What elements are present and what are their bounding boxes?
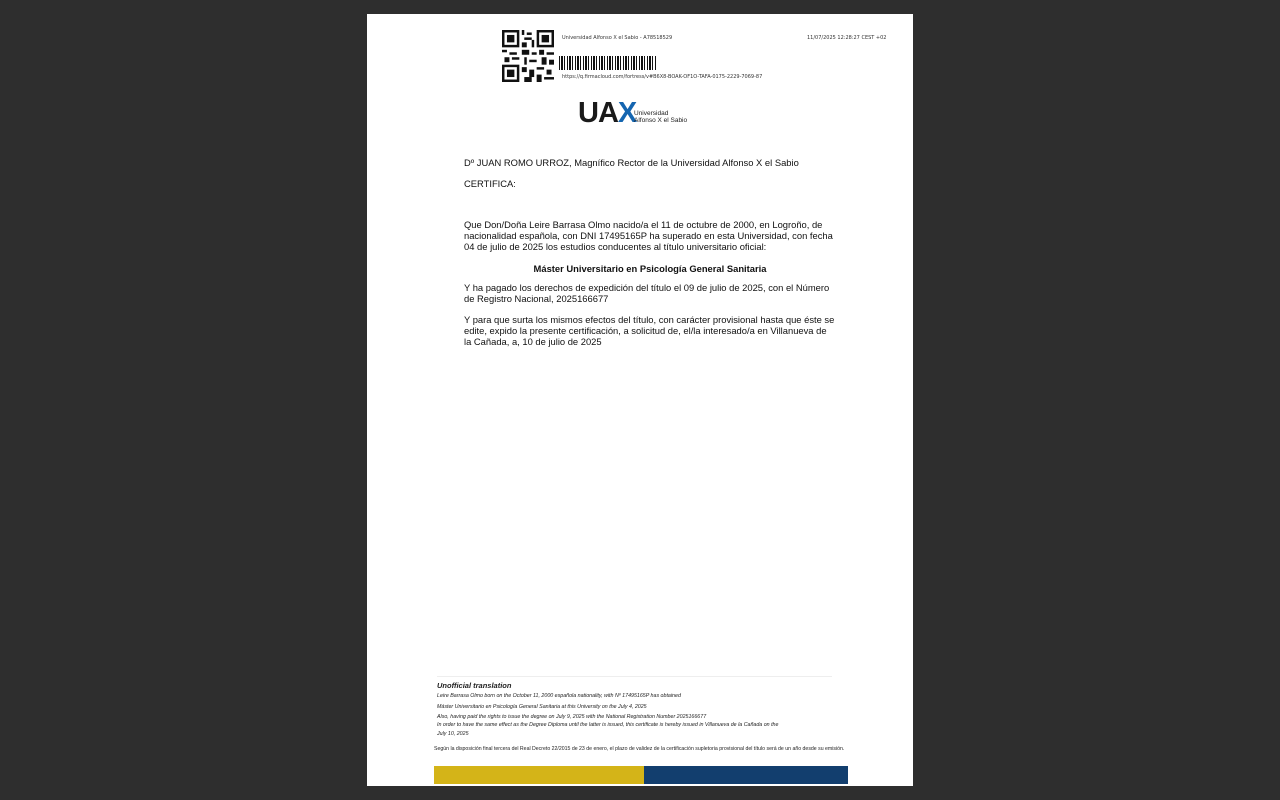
barcode-icon	[559, 56, 657, 70]
paragraph-3: Y para que surta los mismos efectos del título, con carácter provisional hasta que éste se edite, expido la presente certificación, a solicitud de, el/la interesado/a en Villanueva de la Cañada, a, 10 de julio de 2025	[464, 314, 835, 347]
timestamp: 11/07/2025 12:28:27 CEST +02	[807, 35, 887, 41]
degree-title: Máster Universitario en Psicología General Sanitaria	[533, 263, 767, 274]
document-page	[367, 14, 913, 786]
legal-footnote: Según la disposición final tercera del Real Decreto 22/2015 de 23 de enero, el plazo de validez de la certificación supletoria provisional del título será de un año desde su emisión.	[434, 746, 845, 752]
divider	[437, 676, 832, 677]
footer-bar-blue	[644, 766, 848, 784]
qr-code-icon	[502, 30, 554, 82]
paragraph-2: Y ha pagado los derechos de expedición del título el 09 de julio de 2025, con el Número de Registro Nacional, 2025166677	[464, 282, 830, 304]
translation-title: Unofficial translation	[437, 681, 512, 690]
translation-line: Leire Barrasa Olmo born on the October 11, 2000 española nationality, with Nº 17495165P has obtained	[437, 693, 681, 699]
uax-logo: UAX Universidad Alfonso X el Sabio	[578, 97, 688, 129]
paragraph-1: Que Don/Doña Leire Barrasa Olmo nacido/a el 11 de octubre de 2000, en Logroño, de nacionalidad española, con DNI 17495165P ha superado en esta Universidad, con fecha 04 de julio de 2025 los estudios conducentes al título universitario oficial:	[464, 219, 833, 252]
translation-line: Máster Universitario en Psicología General Sanitaria at this University on the July 4, 2025	[437, 704, 647, 710]
signer-line: Dº JUAN ROMO URROZ, Magnífico Rector de la Universidad Alfonso X el Sabio	[464, 157, 799, 168]
certifica-heading: CERTIFICA:	[464, 178, 516, 189]
translation-line: July 10, 2025	[437, 731, 469, 737]
translation-line: Also, having paid the rights to issue the degree on July 9, 2025 with the National Registration Number 2025166677	[437, 714, 707, 720]
verify-url[interactable]: https://q.firmacloud.com/fortress/v#B6X8-BOAK-OF1O-TAFA-0175-2229-7069-87	[562, 74, 763, 80]
footer-bar-yellow	[434, 766, 644, 784]
translation-line: In order to have the same effect as the Degree Diploma until the latter is issued, this certificate is hereby issued in Villanueva de la Cañada on the	[437, 722, 779, 728]
issuer-text: Universidad Alfonso X el Sabio - A78518529	[562, 35, 673, 41]
